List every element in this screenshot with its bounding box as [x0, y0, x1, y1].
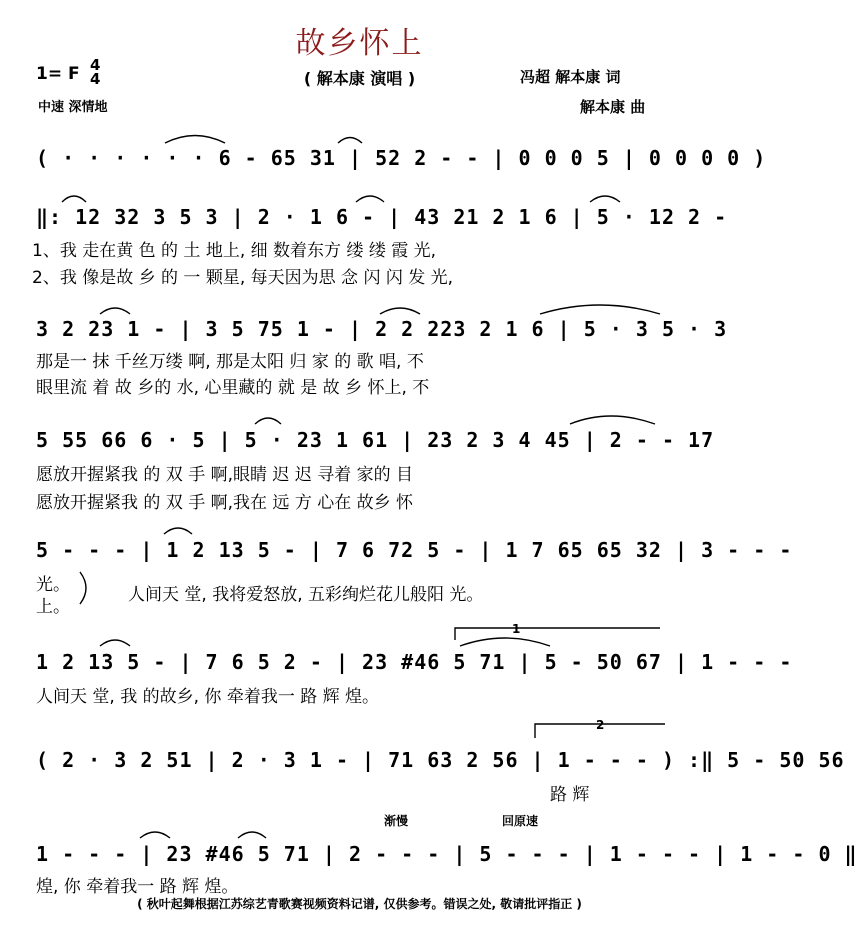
slur-mark	[356, 196, 384, 202]
song-title: 故乡怀上	[295, 26, 424, 61]
slur-mark	[338, 138, 362, 144]
volta-2-label: 2	[596, 718, 605, 732]
slur-mark	[380, 308, 420, 314]
slur-mark	[238, 832, 266, 838]
lyric-line-5-verse-2: 上。	[36, 597, 70, 617]
slur-mark	[570, 416, 655, 424]
meter-bottom: 4	[90, 70, 101, 88]
slur-mark	[255, 418, 281, 424]
slur-mark	[100, 308, 130, 314]
slur-mark	[590, 196, 620, 202]
composer-credit: 解本康 曲	[580, 98, 646, 116]
lyric-line-4-verse-1: 愿放开握紧我 的 双 手 啊,眼睛 迟 迟 寻着 家的 目	[36, 465, 414, 485]
score-line-7: ( 2 · 3 2 51 | 2 · 3 1 - | 71 63 2 56 | 1 - - - ) :‖ 5 - 50 56	[36, 748, 845, 772]
score-line-6: 1 2 13 5 - | 7 6 5 2 - | 23 #46 5 71 | 5 - 50 67 | 1 - - -	[36, 650, 793, 674]
a-tempo-marking: 回原速	[502, 814, 539, 828]
lyric-line-3-verse-2: 眼里流 着 故 乡的 水, 心里藏的 就 是 故 乡 怀上, 不	[36, 378, 430, 398]
score-line-2: ‖: 12 32 3 5 3 | 2 · 1 6 - | 43 21 2 1 6 | 5 · 12 2 -	[36, 205, 728, 229]
volta-1-label: 1	[512, 622, 521, 636]
lyric-line-2-verse-1: 1、我 走在黄 色 的 土 地上, 细 数着东方 缕 缕 霞 光,	[32, 241, 437, 261]
lyric-line-5-refrain: 人间天 堂, 我将爱怒放, 五彩绚烂花儿般阳 光。	[128, 585, 484, 605]
key-signature: 1= F	[36, 64, 80, 84]
tempo-marking: 中速 深情地	[38, 100, 108, 115]
lyric-line-4-verse-2: 愿放开握紧我 的 双 手 啊,我在 远 方 心在 故乡 怀	[36, 493, 414, 513]
lyric-line-5-verse-1: 光。	[36, 575, 70, 595]
slur-mark	[460, 638, 550, 646]
volta-1-bracket	[455, 628, 660, 640]
lyric-brace	[80, 572, 86, 604]
lyric-line-2-verse-2: 2、我 像是故 乡 的 一 颗星, 每天因为思 念 闪 闪 发 光,	[32, 268, 454, 288]
meter-top: 4	[90, 56, 101, 74]
slur-mark	[140, 832, 170, 838]
score-line-3: 3 2 23 1 - | 3 5 75 1 - | 2 2 223 2 1 6 | 5 · 3 5 · 3	[36, 317, 728, 341]
slur-mark	[100, 640, 130, 646]
transcription-note: ( 秋叶起舞根据江苏综艺青歌赛视频资料记谱, 仅供参考。错误之处, 敬请批评指正 )	[137, 897, 582, 911]
lyric-line-3-verse-1: 那是一 抹 千丝万缕 啊, 那是太阳 归 家 的 歌 唱, 不	[36, 352, 424, 372]
lyric-line-6: 人间天 堂, 我 的故乡, 你 牵着我一 路 辉 煌。	[36, 687, 380, 707]
slur-mark	[165, 136, 225, 144]
lyric-line-7: 路 辉	[550, 785, 590, 805]
score-line-4: 5 55 66 6 · 5 | 5 · 23 1 61 | 23 2 3 4 45 | 2 - - 17	[36, 428, 715, 452]
slur-mark	[164, 528, 192, 534]
lyric-line-8: 煌, 你 牵着我一 路 辉 煌。	[36, 877, 239, 897]
volta-2-bracket	[535, 724, 665, 738]
score-line-5: 5 - - - | 1 2 13 5 - | 7 6 72 5 - | 1 7 65 65 32 | 3 - - -	[36, 538, 793, 562]
slur-mark	[62, 196, 86, 202]
score-line-1: ( · · · · · · 6 - 65 31 | 52 2 - - | 0 0 0 5 | 0 0 0 0 )	[36, 146, 767, 170]
score-line-8: 1 - - - | 23 #46 5 71 | 2 - - - | 5 - - - | 1 - - - | 1 - - 0 ‖	[36, 842, 858, 866]
singer-credit: ( 解本康 演唱 )	[303, 69, 416, 88]
lyricist-credit: 冯超 解本康 词	[520, 68, 621, 86]
slur-mark	[540, 305, 660, 314]
ritardando-marking: 渐慢	[384, 814, 409, 828]
